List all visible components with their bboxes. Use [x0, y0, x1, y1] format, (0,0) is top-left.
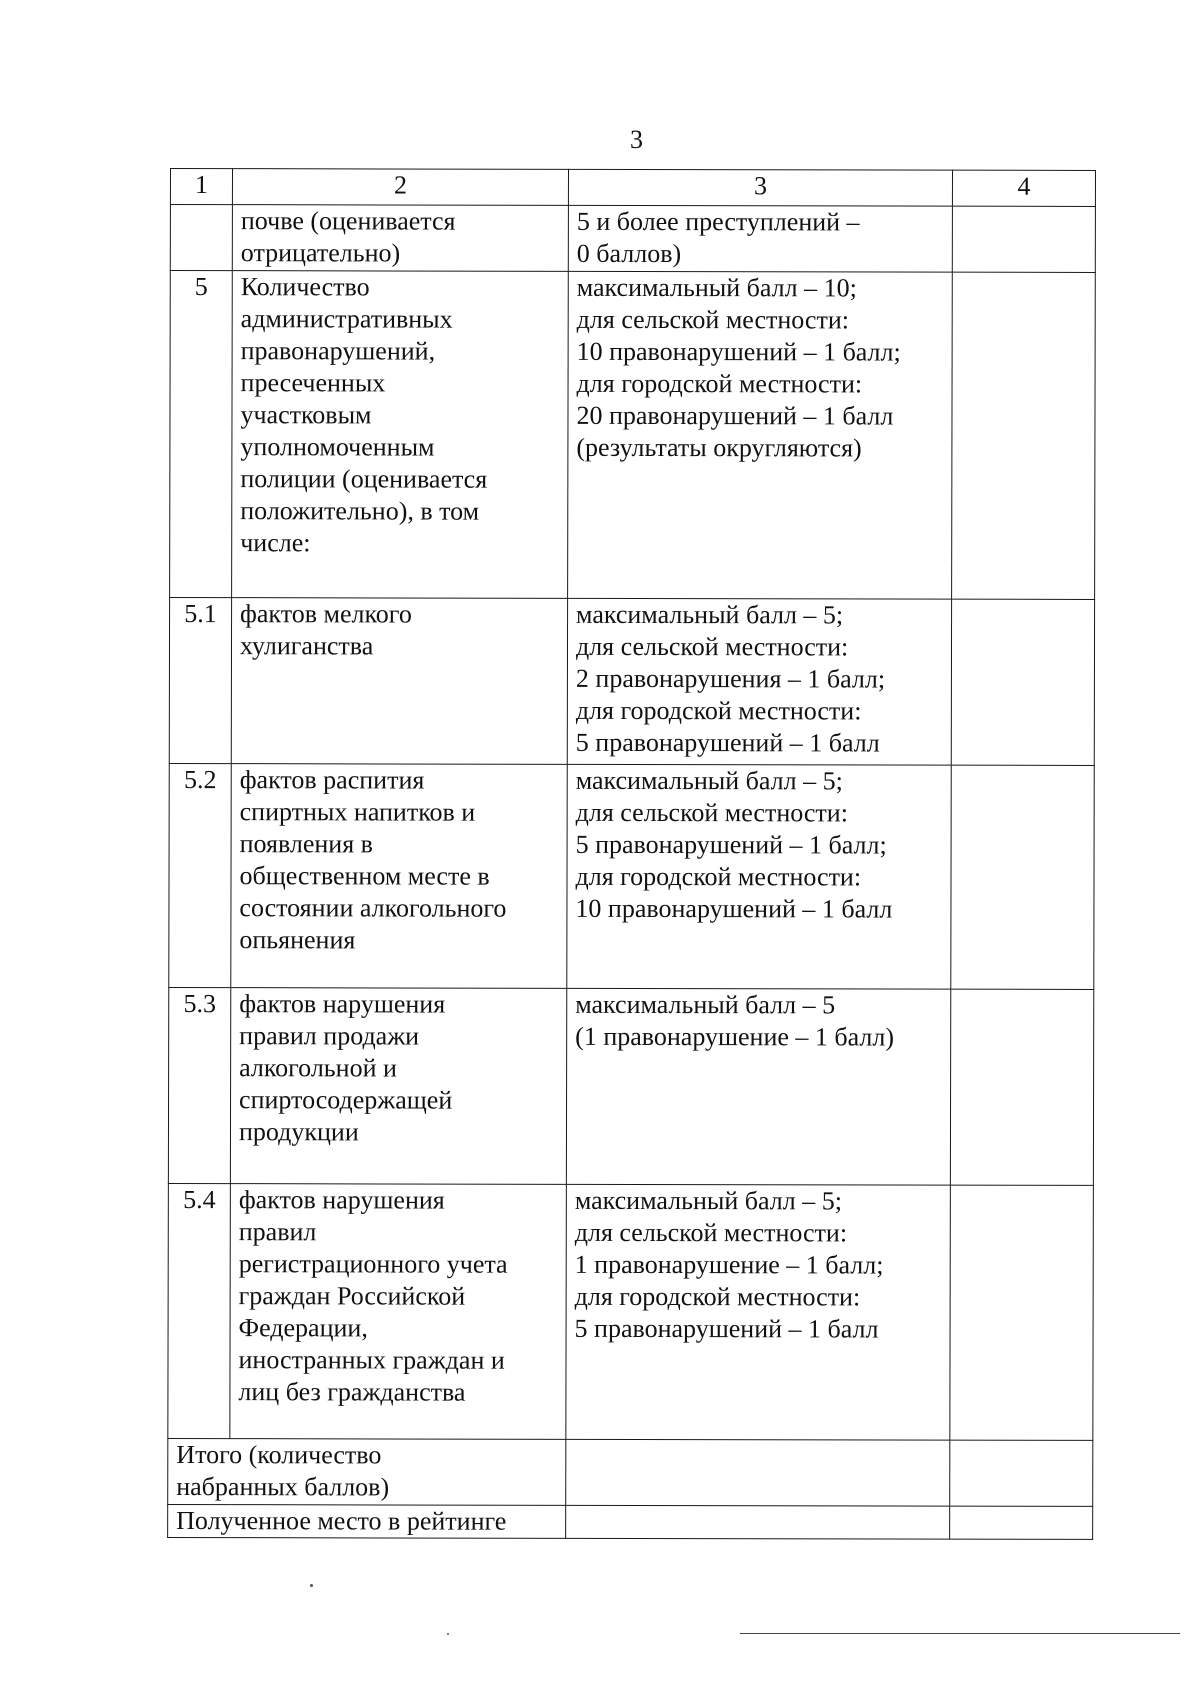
row-number: 5.1	[169, 598, 231, 764]
result-cell[interactable]	[952, 272, 1096, 599]
criterion-cell	[231, 598, 567, 765]
header-col-4: 4	[952, 170, 1095, 206]
table-row	[169, 763, 1094, 989]
scoring-text: максимальный балл – 5; для сельской местности: 1 правонарушение – 1 балл; для городской местности: 5 правонарушений – 1 балл	[574, 1185, 884, 1344]
result-cell[interactable]	[951, 765, 1094, 989]
header-col-1: 1	[170, 169, 232, 205]
result-cell[interactable]	[951, 599, 1094, 765]
criterion-text: почве (оценивается отрицательно)	[240, 206, 456, 268]
scan-speck	[447, 1633, 449, 1635]
total-label: Итого (количество набранных баллов)	[176, 1440, 390, 1502]
table-header-row	[170, 169, 1095, 207]
row-number: 5	[170, 271, 233, 598]
criterion-text: фактов распития спиртных напитков и появления в общественном месте в состоянии алкогольного опьянения	[239, 765, 507, 955]
criterion-text: фактов нарушения правил продажи алкогольной и спиртосодержащей продукции	[238, 989, 453, 1147]
criterion-cell	[230, 1184, 567, 1440]
scoring-text: максимальный балл – 10; для сельской местности: 10 правонарушений – 1 балл; для городской местности: 20 правонарушений – 1 балл (результаты округляются)	[576, 272, 901, 463]
criterion-cell	[230, 988, 566, 1185]
table-row	[170, 271, 1096, 600]
rank-scoring-cell	[566, 1505, 950, 1539]
result-cell[interactable]	[952, 206, 1095, 272]
scoring-text: максимальный балл – 5; для сельской местности: 5 правонарушений – 1 балл; для городской местности: 10 правонарушений – 1 балл	[575, 765, 893, 924]
page-number: 3	[630, 125, 643, 154]
criterion-cell	[232, 271, 569, 599]
result-cell[interactable]	[950, 989, 1093, 1185]
row-number: 5.4	[168, 1183, 231, 1438]
table-row	[168, 1183, 1094, 1440]
rank-label: Полученное место в рейтинге	[176, 1506, 507, 1536]
footer-rule	[740, 1633, 1180, 1634]
criterion-text: фактов нарушения правил регистрационного учета граждан Российской Федерации, иностранных граждан и лиц без гражданства	[238, 1185, 508, 1407]
row-number: 5.2	[169, 763, 231, 987]
total-scoring-cell	[566, 1439, 950, 1506]
scan-speck	[310, 1584, 313, 1587]
scoring-cell	[566, 1184, 951, 1440]
scoring-cell	[567, 598, 951, 765]
header-col-3: 3	[568, 169, 952, 206]
scoring-cell	[566, 988, 950, 1185]
header-col-2: 2	[232, 169, 568, 206]
criterion-text: фактов мелкого хулиганства	[239, 599, 412, 661]
criterion-text: Количество административных правонарушений, пресеченных участковым уполномоченным полиции (оценивается положительно), в том числе:	[240, 272, 488, 558]
scoring-cell	[568, 205, 952, 272]
rank-label-cell	[168, 1504, 566, 1538]
scoring-text: максимальный балл – 5; для сельской местности: 2 правонарушения – 1 балл; для городской местности: 5 правонарушений – 1 балл	[575, 599, 886, 758]
row-number	[170, 205, 232, 271]
criterion-cell	[231, 764, 567, 989]
scoring-cell	[567, 764, 951, 989]
criterion-cell	[232, 205, 568, 272]
rank-row	[168, 1504, 1093, 1539]
result-cell[interactable]	[950, 1185, 1094, 1440]
table-row	[169, 598, 1094, 766]
table-row	[170, 205, 1095, 273]
table-row	[168, 987, 1093, 1185]
row-number: 5.3	[168, 987, 230, 1183]
total-label-cell	[168, 1438, 566, 1505]
rank-result-cell[interactable]	[950, 1506, 1093, 1539]
scoring-text: максимальный балл – 5 (1 правонарушение – 1 балл)	[575, 989, 895, 1052]
rating-criteria-table	[167, 168, 1096, 1540]
scoring-text: 5 и более преступлений – 0 баллов)	[576, 206, 860, 269]
scoring-cell	[568, 271, 953, 599]
total-result-cell[interactable]	[950, 1440, 1093, 1506]
total-row	[168, 1438, 1093, 1506]
